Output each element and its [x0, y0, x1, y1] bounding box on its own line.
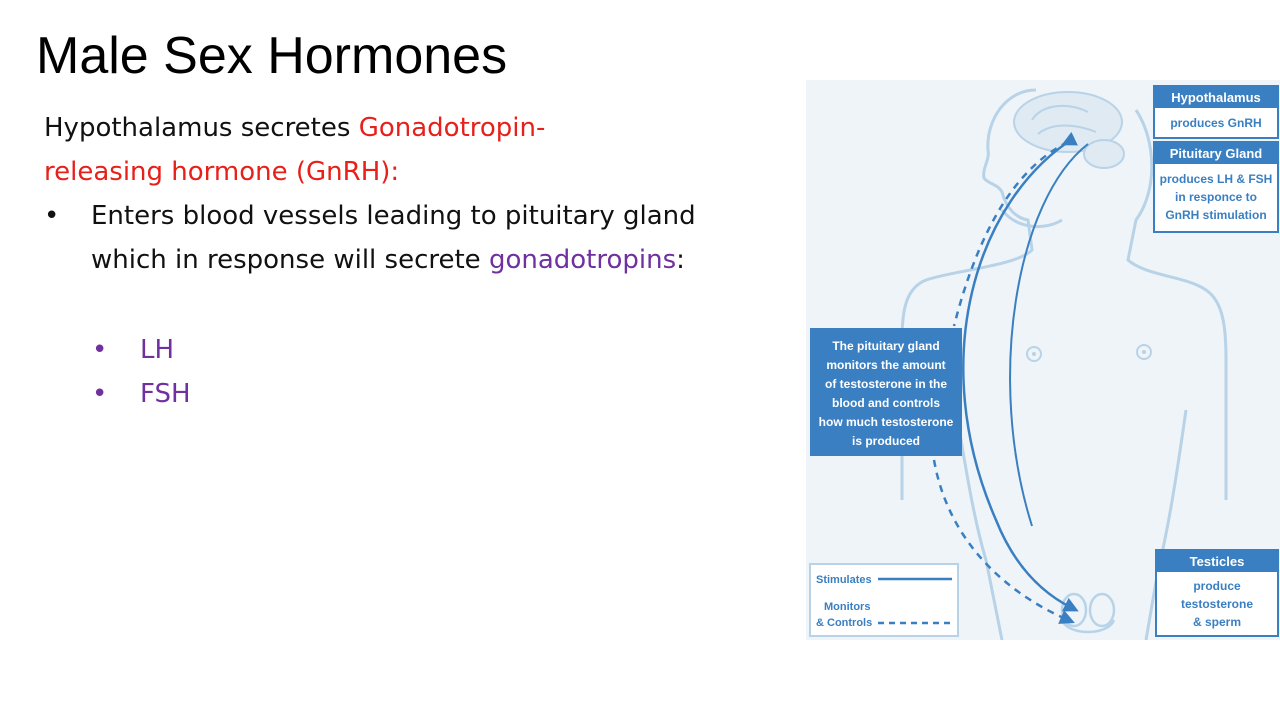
sub-bullet-icon: • — [92, 335, 108, 365]
hypothalamus-box — [1154, 86, 1278, 138]
pituitary-body-line: GnRH stimulation — [1165, 208, 1267, 222]
stimulates-arrow-up — [1010, 144, 1088, 526]
hypothalamus-title: Hypothalamus — [1171, 90, 1261, 105]
monitor-note-line: blood and controls — [832, 396, 940, 410]
monitor-note-line: The pituitary gland — [832, 339, 940, 353]
pituitary-box — [1154, 142, 1278, 232]
bullet-colon: : — [676, 245, 685, 275]
slide-title: Male Sex Hormones — [36, 27, 508, 85]
testicles-body-line: testosterone — [1180, 597, 1254, 611]
monitor-note-line: is produced — [851, 434, 921, 448]
sub-bullet-label: LH — [140, 335, 175, 365]
legend-controls-label: & Controls — [816, 617, 873, 629]
monitor-note-line: how much testosterone — [818, 415, 954, 429]
testicles-body-line: produce — [1193, 579, 1241, 593]
hypothalamus-body: produces GnRH — [1170, 116, 1262, 130]
bullet-plain: Enters blood vessels leading to pituitary gland which in response will secrete — [91, 201, 696, 275]
bullet-text — [91, 194, 701, 282]
pituitary-title: Pituitary Gland — [1169, 146, 1263, 161]
intro-text — [44, 106, 664, 194]
testicles-icon — [1062, 594, 1114, 632]
pituitary-body-line: in responce to — [1174, 190, 1258, 204]
testicles-body-line: & sperm — [1192, 615, 1242, 629]
testicles-title: Testicles — [1189, 554, 1245, 569]
monitor-note-box — [810, 328, 962, 456]
gonadotropins-highlight: gonadotropins — [488, 245, 677, 275]
legend-box — [810, 564, 958, 636]
intro-plain: Hypothalamus secretes — [44, 113, 359, 143]
gnrh-highlight: Gonadotropin-releasing hormone (GnRH): — [44, 113, 546, 187]
sub-bullet-label: FSH — [140, 379, 191, 409]
testicles-box — [1156, 550, 1278, 636]
legend-monitors-label: Monitors — [824, 601, 871, 613]
bullet-icon: • — [44, 201, 60, 231]
pituitary-body-line: produces LH & FSH — [1159, 172, 1273, 186]
diagram-svg — [806, 80, 1280, 640]
legend-stimulates-label: Stimulates — [816, 574, 872, 586]
sub-bullet-icon: • — [92, 379, 108, 409]
brain-icon — [1014, 92, 1124, 168]
monitor-note-line: monitors the amount — [826, 358, 946, 372]
hormone-diagram — [806, 80, 1280, 640]
monitor-note-line: of testosterone in the — [824, 377, 948, 391]
